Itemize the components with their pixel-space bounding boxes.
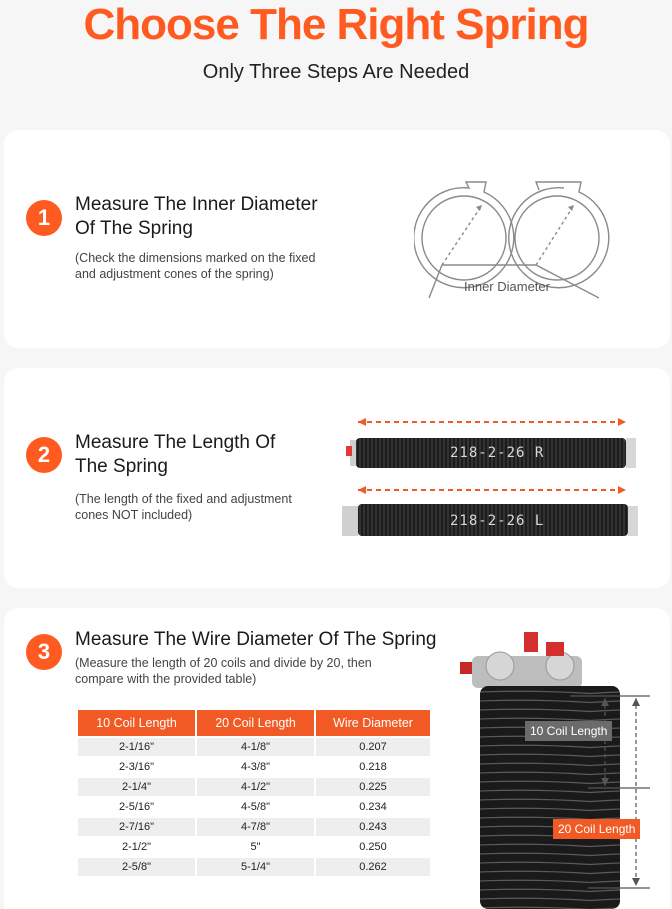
table-cell: 0.243	[316, 818, 430, 836]
table-cell: 0.234	[316, 798, 430, 816]
table-cell: 4-1/8"	[197, 738, 314, 756]
step-number-badge: 3	[26, 634, 62, 670]
step-3-card	[4, 608, 670, 909]
step-description	[75, 250, 315, 282]
table-cell: 2-1/4"	[78, 778, 195, 796]
table-cell: 2-1/2"	[78, 838, 195, 856]
page-title: Choose The Right Spring	[83, 0, 589, 49]
wire-diameter-table	[76, 708, 432, 878]
table-row	[78, 858, 430, 876]
table-cell: 5"	[197, 838, 314, 856]
table-cell: 5-1/4"	[197, 858, 314, 876]
step-description	[75, 655, 372, 687]
step-desc-line: cones NOT included)	[75, 508, 193, 522]
table-row	[78, 758, 430, 776]
table-cell: 0.225	[316, 778, 430, 796]
step-number-badge: 2	[26, 437, 62, 473]
table-row	[78, 798, 430, 816]
step-description	[75, 491, 292, 523]
step-desc-line: (The length of the fixed and adjustment	[75, 492, 292, 506]
step-title-line: Measure The Inner Diameter	[75, 194, 318, 215]
table-header-10-coil: 10 Coil Length	[78, 710, 195, 736]
table-cell: 0.218	[316, 758, 430, 776]
table-cell: 0.207	[316, 738, 430, 756]
twenty-coil-length-label: 20 Coil Length	[553, 819, 640, 839]
spring-right-marking: 218-2-26 R	[450, 445, 545, 461]
step-desc-line: compare with the provided table)	[75, 672, 257, 686]
step-title	[75, 193, 318, 241]
step-2-card	[4, 368, 670, 588]
step-title: Measure The Wire Diameter Of The Spring	[75, 629, 437, 650]
step-title-line: Measure The Length Of	[75, 432, 276, 453]
table-header-20-coil: 20 Coil Length	[197, 710, 314, 736]
table-cell: 2-1/16"	[78, 738, 195, 756]
table-cell: 4-5/8"	[197, 798, 314, 816]
inner-diameter-label: Inner Diameter	[464, 279, 550, 294]
table-row	[78, 838, 430, 856]
step-desc-line: (Check the dimensions marked on the fixed	[75, 251, 316, 265]
table-cell: 2-7/16"	[78, 818, 195, 836]
table-cell: 2-3/16"	[78, 758, 195, 776]
table-cell: 4-3/8"	[197, 758, 314, 776]
page-subtitle: Only Three Steps Are Needed	[202, 61, 470, 83]
table-cell: 0.262	[316, 858, 430, 876]
step-title-line: The Spring	[75, 456, 168, 477]
step-desc-line: and adjustment cones of the spring)	[75, 267, 274, 281]
spring-left-marking: 218-2-26 L	[450, 513, 545, 529]
table-cell: 4-1/2"	[197, 778, 314, 796]
step-1-card	[4, 130, 670, 348]
coil-measurement-diagram	[450, 626, 650, 909]
step-title-line: Of The Spring	[75, 218, 193, 239]
table-cell: 2-5/8"	[78, 858, 195, 876]
table-cell: 0.250	[316, 838, 430, 856]
table-row	[78, 738, 430, 756]
table-header-wire-diameter: Wire Diameter	[316, 710, 430, 736]
table-cell: 2-5/16"	[78, 798, 195, 816]
ten-coil-length-label: 10 Coil Length	[525, 721, 612, 741]
step-title	[75, 431, 275, 479]
table-cell: 4-7/8"	[197, 818, 314, 836]
table-row	[78, 778, 430, 796]
step-number-badge: 1	[26, 200, 62, 236]
step-desc-line: (Measure the length of 20 coils and divide by 20, then	[75, 656, 372, 670]
table-row	[78, 818, 430, 836]
